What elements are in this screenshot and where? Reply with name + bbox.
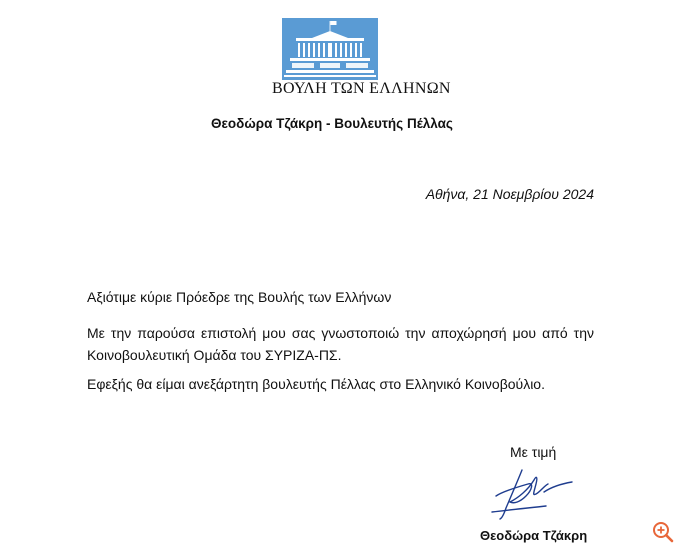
signer-name: Θεοδώρα Τζάκρη	[480, 528, 588, 543]
body-paragraph-1: Με την παρούσα επιστολή μου σας γνωστοποιώ την αποχώρησή μου από την Κοινοβουλευτική Ομάδα του ΣΥΡΙΖΑ-ΠΣ.	[87, 325, 594, 363]
closing-line: Με τιμή	[510, 444, 557, 460]
sender-header: Θεοδώρα Τζάκρη - Βουλευτής Πέλλας	[211, 116, 453, 131]
handwritten-signature	[488, 466, 576, 522]
body-paragraph-2: Εφεξής θα είμαι ανεξάρτητη βουλευτής Πέλλας στο Ελληνικό Κοινοβούλιο.	[87, 376, 545, 392]
zoom-button[interactable]	[650, 519, 676, 545]
salutation: Αξιότιμε κύριε Πρόεδρε της Βουλής των Ελλήνων	[87, 289, 392, 305]
letter-date: Αθήνα, 21 Νοεμβρίου 2024	[425, 186, 594, 202]
zoom-in-icon	[650, 519, 676, 545]
institution-name: ΒΟΥΛΗ ΤΩΝ ΕΛΛΗΝΩΝ	[272, 80, 451, 97]
parliament-logo-icon	[282, 18, 378, 80]
